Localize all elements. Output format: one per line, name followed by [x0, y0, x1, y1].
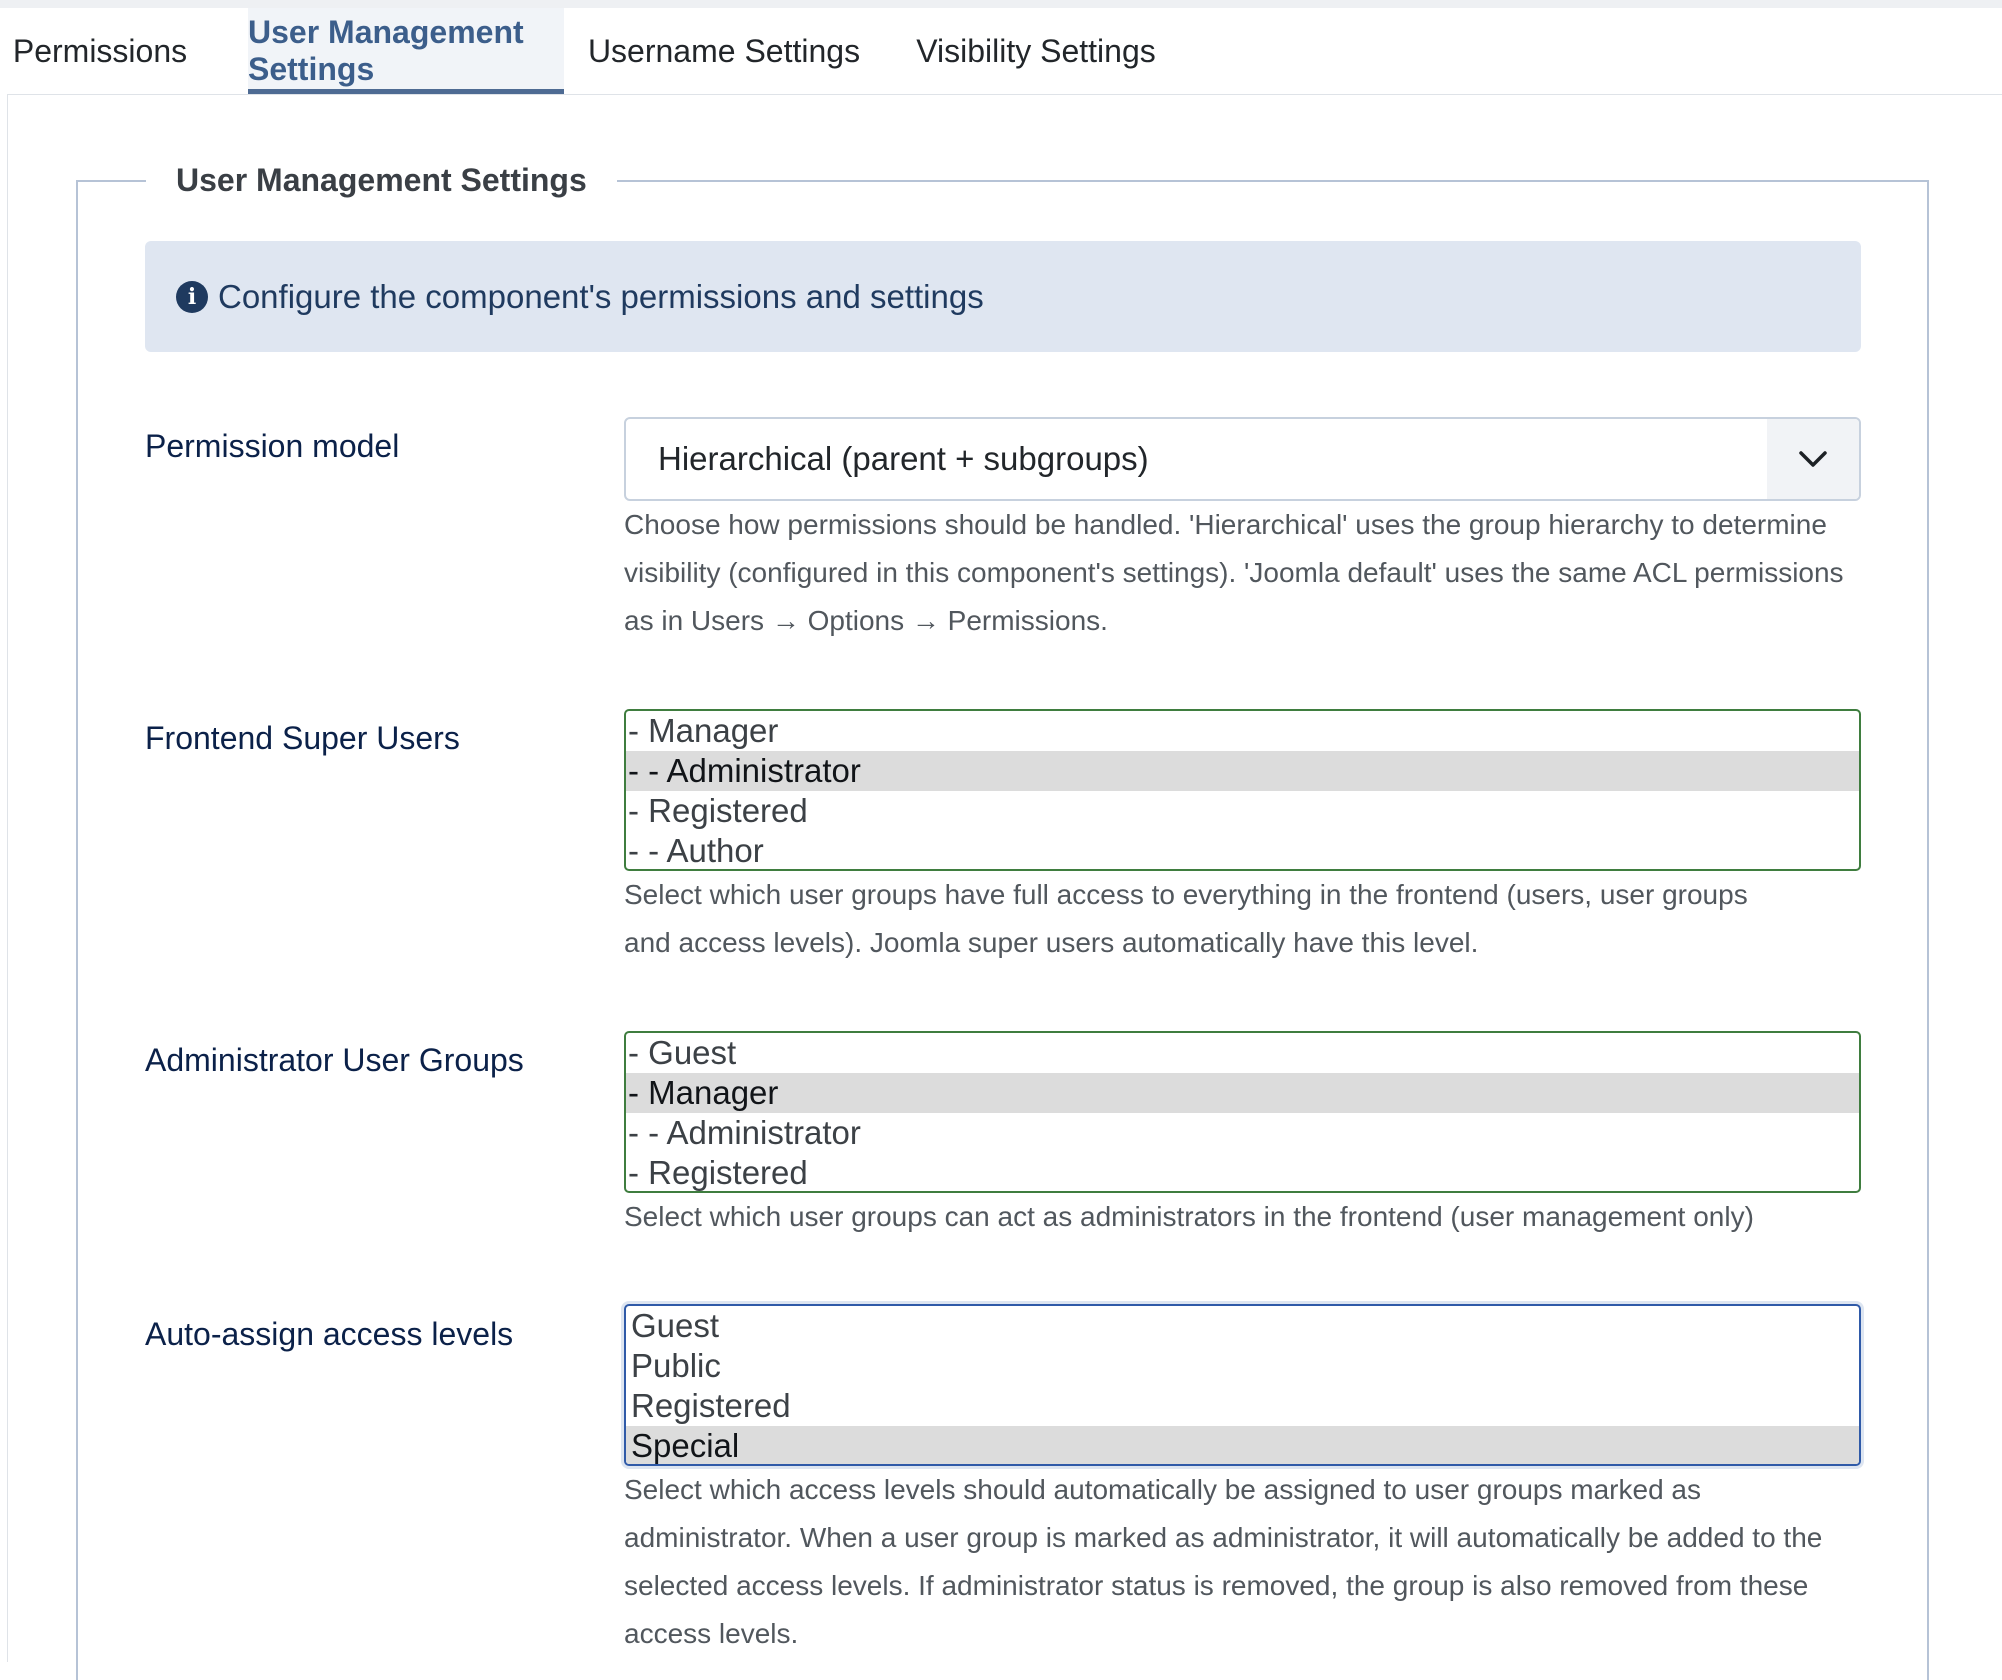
- permission-model-value: Hierarchical (parent + subgroups): [658, 440, 1149, 477]
- auto-assign-access-levels-description: Select which access levels should automatically be assigned to user groups marked as administrator. When a user group is marked as administrator, it will automatically be added to the selected access levels. If administrator status is removed, the group is also removed from these access levels.: [624, 1474, 1823, 1649]
- permission-model-select[interactable]: [624, 417, 1861, 501]
- frontend-super-users-label: Frontend Super Users: [145, 720, 460, 756]
- listbox-option[interactable]: - Guest: [628, 1034, 737, 1071]
- listbox-option[interactable]: - Manager: [628, 712, 779, 749]
- frontend-super-users-description: Select which user groups have full access to everything in the frontend (users, user groups and access levels). Joomla super users automatically have this level.: [624, 879, 1748, 958]
- administrator-user-groups-description: Select which user groups can act as administrators in the frontend (user management only): [624, 1201, 1754, 1232]
- auto-assign-access-levels-label: Auto-assign access levels: [145, 1316, 514, 1352]
- listbox-option[interactable]: Registered: [631, 1387, 791, 1424]
- frontend-super-users-listbox[interactable]: [624, 709, 1861, 871]
- permission-model-label: Permission model: [145, 428, 400, 464]
- info-alert: [145, 241, 1861, 352]
- listbox-option[interactable]: - Registered: [628, 792, 808, 829]
- tab-visibility-settings[interactable]: Visibility Settings: [916, 32, 1156, 69]
- info-icon: i: [176, 281, 208, 313]
- listbox-option[interactable]: - - Author: [628, 832, 764, 869]
- top-strip: [0, 0, 2002, 8]
- chevron-down-icon[interactable]: [1767, 419, 1859, 499]
- tab-user-management-settings[interactable]: User Management Settings: [248, 8, 564, 94]
- listbox-option[interactable]: - Registered: [628, 1154, 808, 1191]
- permission-model-description: Choose how permissions should be handled. 'Hierarchical' uses the group hierarchy to determine visibility (configured in this component's settings). 'Joomla default' uses the same ACL permissions as in Users → Options → Permissions.: [624, 509, 1844, 636]
- listbox-option[interactable]: - - Administrator: [628, 1114, 861, 1151]
- listbox-option[interactable]: Public: [631, 1347, 721, 1384]
- listbox-option-selected[interactable]: - - Administrator: [626, 751, 1859, 791]
- info-alert-text: Configure the component's permissions and settings: [218, 277, 984, 315]
- tab-username-settings[interactable]: Username Settings: [587, 32, 861, 69]
- auto-assign-access-levels-listbox[interactable]: [624, 1304, 1861, 1466]
- fieldset-legend: User Management Settings: [146, 152, 617, 208]
- listbox-option-selected[interactable]: - Manager: [626, 1073, 1859, 1113]
- listbox-option-selected[interactable]: Special: [626, 1426, 1859, 1466]
- administrator-user-groups-label: Administrator User Groups: [145, 1042, 524, 1078]
- administrator-user-groups-listbox[interactable]: [624, 1031, 1861, 1193]
- listbox-option[interactable]: Guest: [631, 1307, 720, 1344]
- tab-bar: [7, 8, 2002, 95]
- tab-permissions[interactable]: Permissions: [12, 32, 188, 69]
